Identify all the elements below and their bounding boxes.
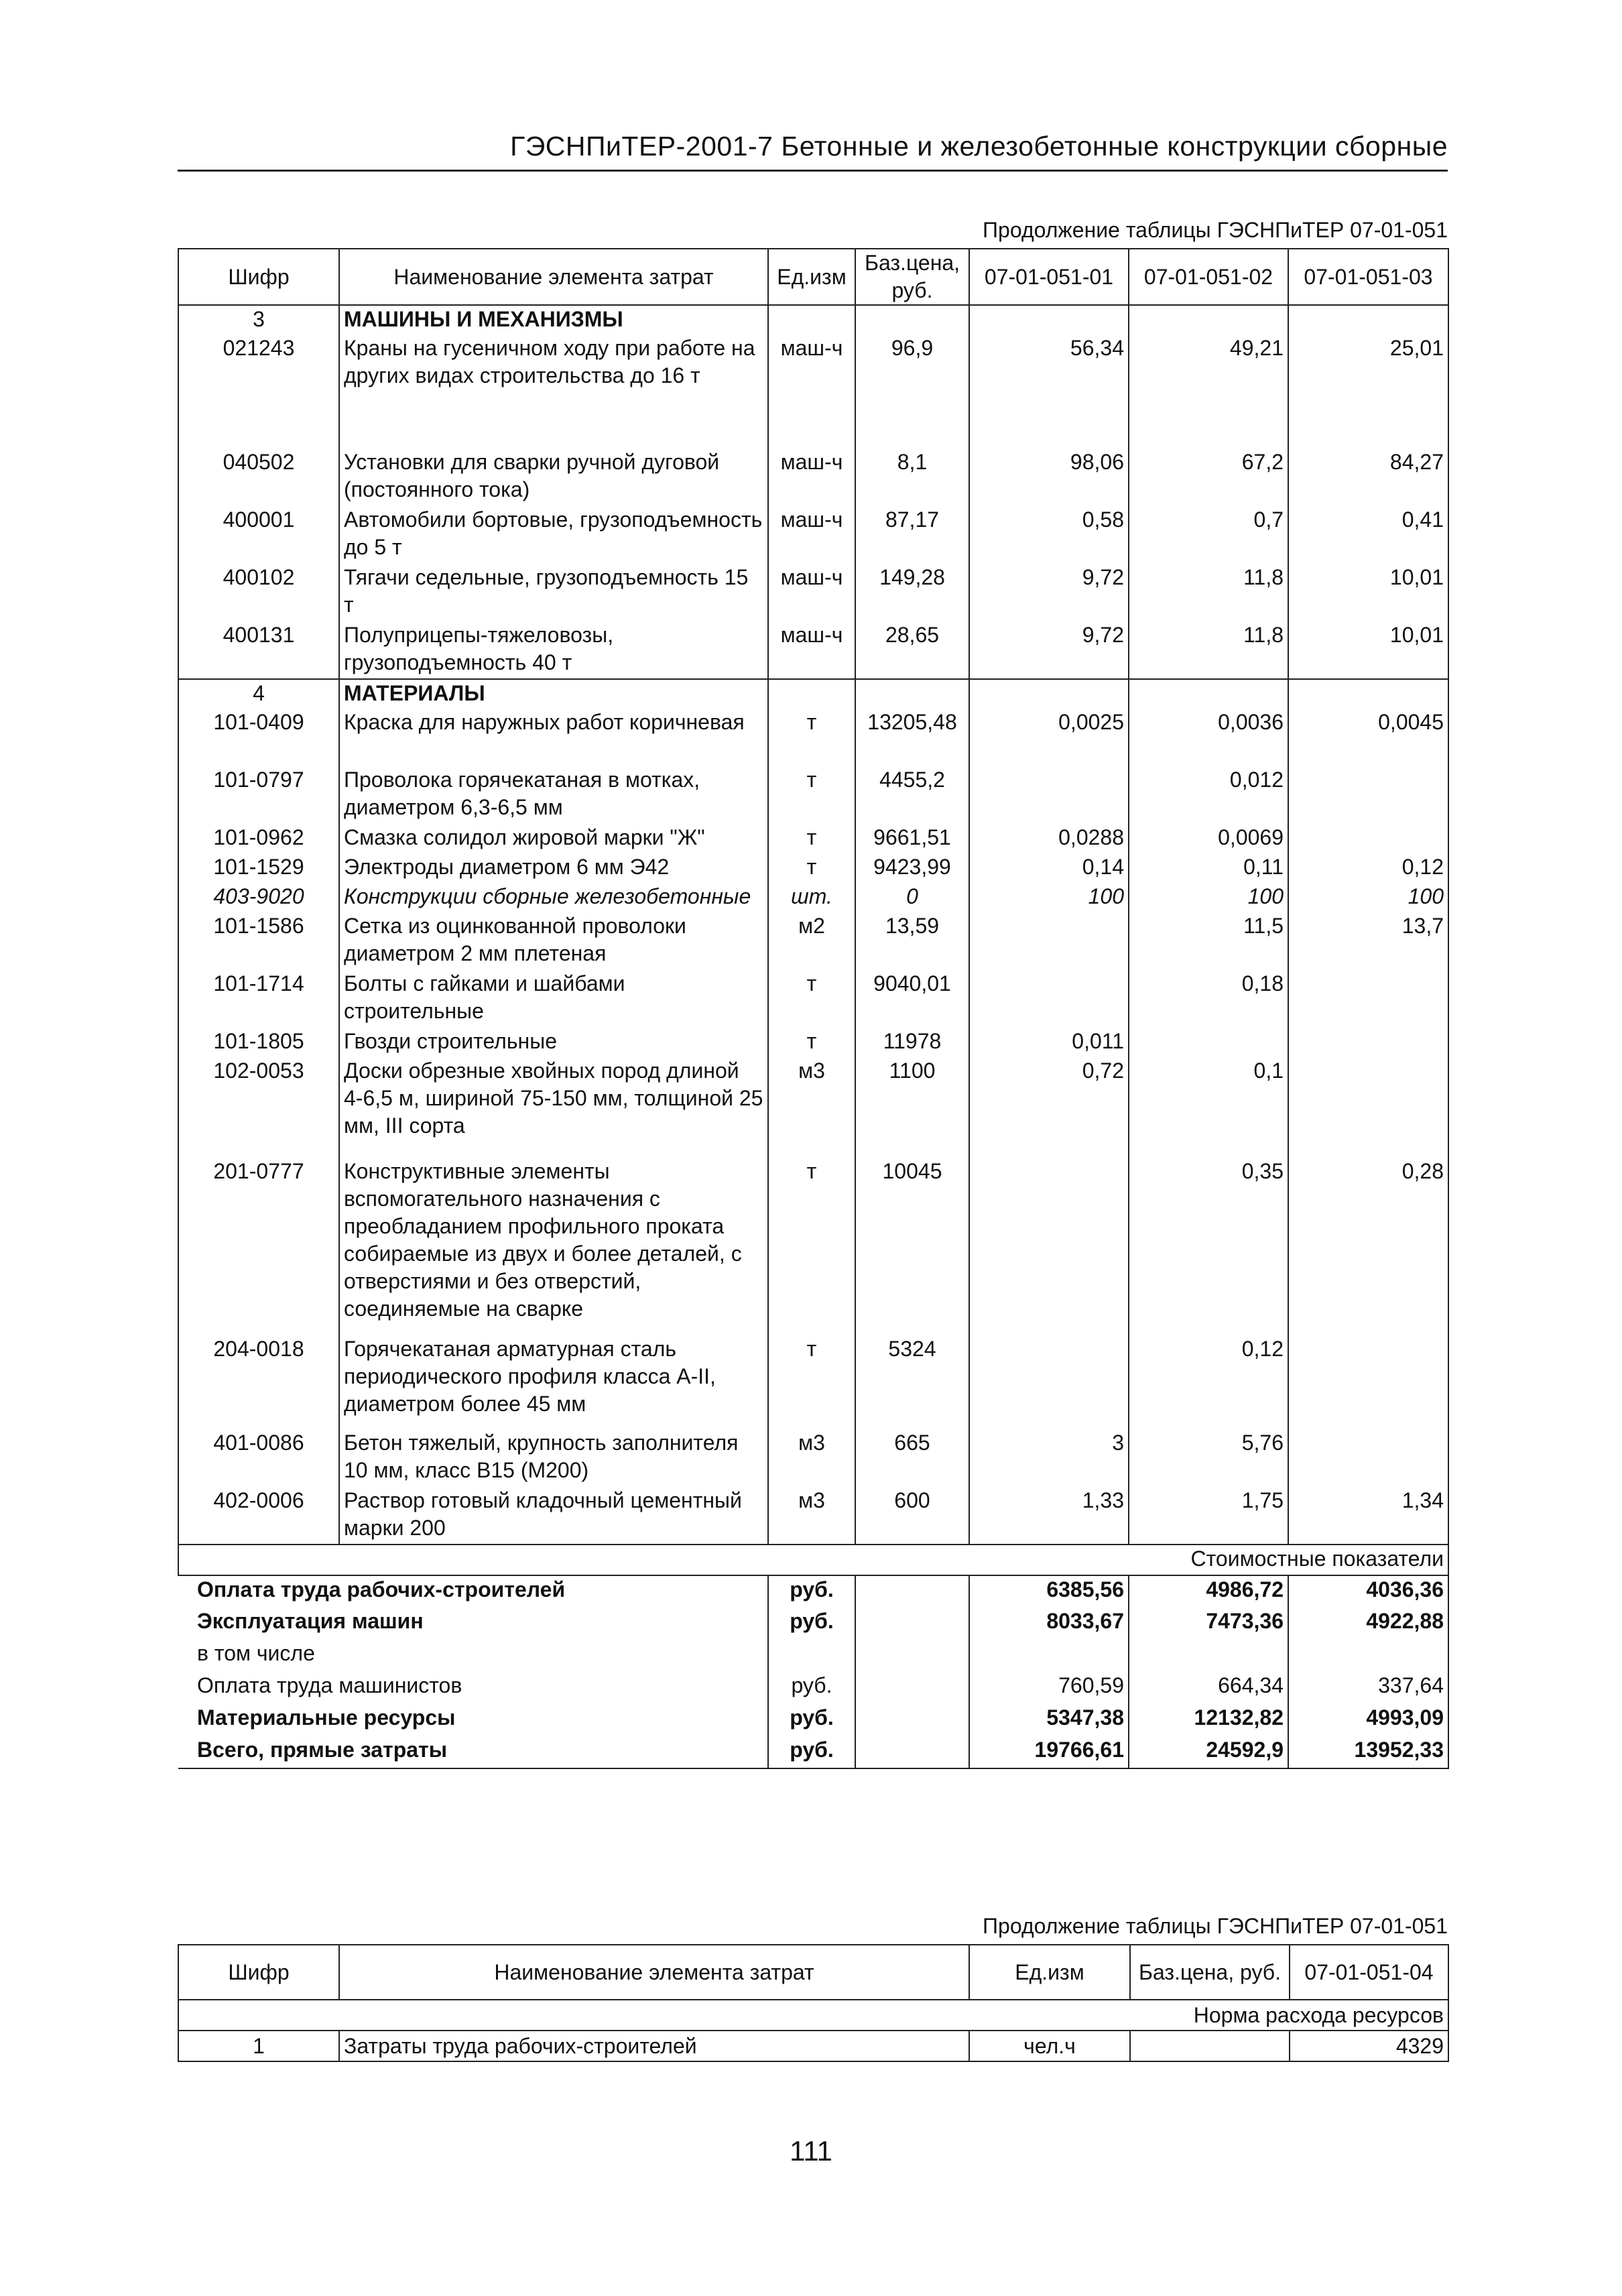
cost-name: Оплата труда машинистов [197,1673,462,1697]
cost-row [178,1640,1448,1672]
resource-unit: маш-ч [768,448,855,506]
resource-unit: маш-ч [768,564,855,621]
section-row [178,305,1448,335]
resource-name: Горячекатаная арматурная сталь периодического профиля класса А-II, диаметром более 45 мм [339,1335,768,1429]
value-col-2: 11,5 [1129,912,1288,970]
cost-value-3: 4922,88 [1288,1608,1448,1640]
resource-price: 87,17 [855,506,969,564]
table-row [178,853,1448,883]
value-col-1 [969,766,1129,824]
resource-unit: маш-ч [768,506,855,564]
resource-code: 401-0086 [178,1429,339,1487]
cost-name: Всего, прямые затраты [178,1736,768,1768]
value-col-2: 100 [1129,883,1288,912]
resource-code: 040502 [178,448,339,506]
resource-unit: маш-ч [768,621,855,679]
value-col-2: 0,18 [1129,970,1288,1028]
value-col-2: 0,12 [1129,1335,1288,1429]
table-row [178,564,1448,621]
value-col-3 [1288,766,1448,824]
resource-name: Затраты труда рабочих-строителей [339,2031,969,2061]
resource-price: 96,9 [855,335,969,448]
value-col-3: 25,01 [1288,335,1448,448]
col-price-header: Баз.цена, руб. [1130,1945,1290,2000]
resource-code: 101-0409 [178,709,339,766]
value-col-2: 0,11 [1129,853,1288,883]
value-col-3: 10,01 [1288,621,1448,679]
table-1-caption: Продолжение таблицы ГЭСНПиТЕР 07-01-051 [983,218,1448,242]
value-col-2: 0,7 [1129,506,1288,564]
value-col-3: 10,01 [1288,564,1448,621]
resource-price: 665 [855,1429,969,1487]
cost-unit: руб. [768,1736,855,1768]
resource-name: Сетка из оцинкованной проволоки диаметром 2 мм плетеная [339,912,768,970]
resource-unit: т [768,709,855,766]
cost-value-1: 8033,67 [969,1608,1129,1640]
table-row [178,970,1448,1028]
resource-name: Смазка солидол жировой марки "Ж" [339,824,768,853]
resource-price: 600 [855,1487,969,1545]
cost-label-row [178,1545,1448,1575]
col-code-header: Шифр [178,1945,339,2000]
resource-table-1 [178,248,1449,1769]
table-row [178,2031,1448,2061]
resource-name: Конструктивные элементы вспомогательного назначения с преобладанием профильного проката собираемые из двух и более деталей, с отверстиями и без отверстий, соединяемые на сварке [339,1158,768,1335]
running-header: ГЭСНПиТЕР-2001-7 Бетонные и железобетонные конструкции сборные [510,131,1448,162]
value-col-3: 84,27 [1288,448,1448,506]
col-name-header: Наименование элемента затрат [339,249,768,305]
resource-code: 204-0018 [178,1335,339,1429]
value-col-1 [969,679,1129,709]
value-col-1: 56,34 [969,335,1129,448]
resource-unit: чел.ч [969,2031,1130,2061]
cost-price-empty [855,1608,969,1640]
resource-name: Раствор готовый кладочный цементный марки 200 [339,1487,768,1545]
resource-code: 403-9020 [178,883,339,912]
cost-price-empty [855,1672,969,1704]
resource-unit: т [768,853,855,883]
cost-price-empty [855,1640,969,1672]
value-col-1: 0,0025 [969,709,1129,766]
page-number: 111 [790,2135,832,2167]
cost-unit: руб. [768,1608,855,1640]
table-row [178,766,1448,824]
cost-unit: руб. [768,1575,855,1608]
resource-code: 4 [178,679,339,709]
resource-code: 102-0053 [178,1057,339,1158]
cost-name: в том числе [197,1641,315,1665]
resource-name: Гвозди строительные [339,1028,768,1057]
value-col-2: 11,8 [1129,564,1288,621]
value-col-2: 0,0036 [1129,709,1288,766]
col-name-header: Наименование элемента затрат [339,1945,969,2000]
cost-value-3: 4993,09 [1288,1704,1448,1736]
table-row [178,824,1448,853]
value-col-3: 13,7 [1288,912,1448,970]
cost-value-3: 4036,36 [1288,1575,1448,1608]
resource-name: Болты с гайками и шайбами строительные [339,970,768,1028]
resource-code: 101-0797 [178,766,339,824]
cost-price-empty [855,1736,969,1768]
value-col-3: 0,12 [1288,853,1448,883]
table-2-body [178,2000,1448,2061]
value-col-1: 0,58 [969,506,1129,564]
resource-name: Установки для сварки ручной дуговой (постоянного тока) [339,448,768,506]
table-row [178,912,1448,970]
resource-price [855,679,969,709]
table-row [178,1487,1448,1545]
value-col-2: 0,35 [1129,1158,1288,1335]
resource-unit: шт. [768,883,855,912]
resource-unit: т [768,824,855,853]
col-v3-header: 07-01-051-03 [1288,249,1448,305]
resource-unit: м2 [768,912,855,970]
table-row [178,335,1448,448]
resource-price [1130,2031,1290,2061]
resource-code: 101-1714 [178,970,339,1028]
table-row [178,883,1448,912]
value-col-1: 0,0288 [969,824,1129,853]
resource-unit: м3 [768,1487,855,1545]
cost-value-2 [1129,1640,1288,1672]
cost-unit: руб. [768,1704,855,1736]
value-col-3 [1288,1057,1448,1158]
resource-price: 11978 [855,1028,969,1057]
cost-name: Оплата труда рабочих-строителей [197,1577,566,1602]
value-col-1 [969,912,1129,970]
table-row [178,1429,1448,1487]
resource-code: 101-1805 [178,1028,339,1057]
cost-value-3: 13952,33 [1288,1736,1448,1768]
resource-unit: т [768,1335,855,1429]
col-unit-header: Ед.изм [768,249,855,305]
resource-unit: маш-ч [768,335,855,448]
cost-row [178,1608,1448,1640]
resource-name: Электроды диаметром 6 мм Э42 [339,853,768,883]
resource-price: 149,28 [855,564,969,621]
col-unit-header: Ед.изм [969,1945,1130,2000]
resource-code: 1 [178,2031,339,2061]
resource-price: 0 [855,883,969,912]
resource-price: 13205,48 [855,709,969,766]
resource-unit [768,305,855,335]
table-2-header-row [178,1945,1448,2000]
cost-value-1: 760,59 [969,1672,1129,1704]
resource-price [855,305,969,335]
value-col-3 [1288,1335,1448,1429]
value-col-2: 67,2 [1129,448,1288,506]
cost-value-2: 7473,36 [1129,1608,1288,1640]
value-col-1 [969,1335,1129,1429]
col-v1-header: 07-01-051-01 [969,249,1129,305]
resource-unit: т [768,1028,855,1057]
value-col-3 [1288,824,1448,853]
col-v2-header: 07-01-051-02 [1129,249,1288,305]
table-1-costs [178,1545,1448,1768]
value-col-1: 98,06 [969,448,1129,506]
resource-name: Доски обрезные хвойных пород длиной 4-6,5 м, шириной 75-150 мм, толщиной 25 мм, III сорта [339,1057,768,1158]
section-row [178,679,1448,709]
resource-price: 10045 [855,1158,969,1335]
value-col-4: 4329 [1290,2031,1448,2061]
cost-value-3: 337,64 [1288,1672,1448,1704]
value-col-1: 0,011 [969,1028,1129,1057]
resource-price: 9040,01 [855,970,969,1028]
cost-value-2: 24592,9 [1129,1736,1288,1768]
value-col-2 [1129,305,1288,335]
value-col-1: 100 [969,883,1129,912]
table-row [178,1028,1448,1057]
resource-name: Проволока горячекатаная в мотках, диаметром 6,3-6,5 мм [339,766,768,824]
cost-value-1: 19766,61 [969,1736,1129,1768]
cost-row [178,1704,1448,1736]
cost-value-2: 4986,72 [1129,1575,1288,1608]
value-col-1: 0,14 [969,853,1129,883]
value-col-1: 1,33 [969,1487,1129,1545]
resource-name: Полуприцепы-тяжеловозы, грузоподъемность 40 т [339,621,768,679]
value-col-3: 100 [1288,883,1448,912]
resource-code: 3 [178,305,339,335]
resource-name: Бетон тяжелый, крупность заполнителя 10 мм, класс В15 (М200) [339,1429,768,1487]
table-2-caption: Продолжение таблицы ГЭСНПиТЕР 07-01-051 [983,1914,1448,1938]
col-v4-header: 07-01-051-04 [1290,1945,1448,2000]
table-1-body [178,305,1448,1545]
value-col-3 [1288,970,1448,1028]
resource-unit [768,679,855,709]
value-col-1: 3 [969,1429,1129,1487]
resource-price: 1100 [855,1057,969,1158]
resource-code: 101-1529 [178,853,339,883]
resource-table-2 [178,1944,1449,2062]
header-rule [178,170,1448,172]
value-col-1 [969,305,1129,335]
cost-value-1 [969,1640,1129,1672]
cost-value-3 [1288,1640,1448,1672]
value-col-3: 0,28 [1288,1158,1448,1335]
value-col-2: 11,8 [1129,621,1288,679]
table-row [178,1158,1448,1335]
resource-code: 101-1586 [178,912,339,970]
cost-name: Материальные ресурсы [197,1705,456,1730]
resource-unit: т [768,1158,855,1335]
resource-code: 021243 [178,335,339,448]
value-col-2: 0,012 [1129,766,1288,824]
value-col-3: 1,34 [1288,1487,1448,1545]
cost-row [178,1736,1448,1768]
resource-unit: т [768,970,855,1028]
value-col-3 [1288,1429,1448,1487]
resource-price: 9423,99 [855,853,969,883]
resource-price: 28,65 [855,621,969,679]
value-col-2: 0,0069 [1129,824,1288,853]
cost-price-empty [855,1704,969,1736]
resource-name: МАТЕРИАЛЫ [339,679,768,709]
table-row [178,1057,1448,1158]
cost-unit [768,1640,855,1672]
resource-code: 101-0962 [178,824,339,853]
norm-label: Норма расхода ресурсов [178,2000,1448,2031]
cost-row [178,1575,1448,1608]
value-col-3: 0,41 [1288,506,1448,564]
norm-label-row [178,2000,1448,2031]
cost-value-2: 664,34 [1129,1672,1288,1704]
resource-name: Конструкции сборные железобетонные [339,883,768,912]
table-row [178,506,1448,564]
resource-name: Автомобили бортовые, грузоподъемность до 5 т [339,506,768,564]
resource-name: Краны на гусеничном ходу при работе на других видах строительства до 16 т [339,335,768,448]
resource-unit: м3 [768,1429,855,1487]
value-col-2 [1129,679,1288,709]
value-col-1: 9,72 [969,564,1129,621]
table-row [178,621,1448,679]
value-col-3 [1288,305,1448,335]
resource-price: 4455,2 [855,766,969,824]
value-col-1 [969,1158,1129,1335]
value-col-2: 1,75 [1129,1487,1288,1545]
value-col-3 [1288,679,1448,709]
value-col-2: 49,21 [1129,335,1288,448]
cost-row [178,1672,1448,1704]
resource-code: 400131 [178,621,339,679]
resource-code: 400102 [178,564,339,621]
value-col-1 [969,970,1129,1028]
resource-code: 201-0777 [178,1158,339,1335]
col-code-header: Шифр [178,249,339,305]
value-col-2 [1129,1028,1288,1057]
value-col-3: 0,0045 [1288,709,1448,766]
table-1-header-row [178,249,1448,305]
cost-value-1: 5347,38 [969,1704,1129,1736]
resource-code: 400001 [178,506,339,564]
table-row [178,1335,1448,1429]
resource-code: 402-0006 [178,1487,339,1545]
table-row [178,448,1448,506]
cost-unit: руб. [768,1672,855,1704]
resource-name: Краска для наружных работ коричневая [339,709,768,766]
resource-price: 9661,51 [855,824,969,853]
resource-name: МАШИНЫ И МЕХАНИЗМЫ [339,305,768,335]
cost-label: Стоимостные показатели [178,1545,1448,1575]
resource-unit: м3 [768,1057,855,1158]
resource-unit: т [768,766,855,824]
cost-value-1: 6385,56 [969,1575,1129,1608]
cost-value-2: 12132,82 [1129,1704,1288,1736]
cost-price-empty [855,1575,969,1608]
value-col-1: 9,72 [969,621,1129,679]
value-col-1: 0,72 [969,1057,1129,1158]
resource-name: Тягачи седельные, грузоподъемность 15 т [339,564,768,621]
resource-price: 8,1 [855,448,969,506]
col-price-header: Баз.цена, руб. [855,249,969,305]
cost-name: Эксплуатация машин [197,1609,424,1633]
value-col-3 [1288,1028,1448,1057]
value-col-2: 5,76 [1129,1429,1288,1487]
table-row [178,709,1448,766]
value-col-2: 0,1 [1129,1057,1288,1158]
resource-price: 13,59 [855,912,969,970]
resource-price: 5324 [855,1335,969,1429]
